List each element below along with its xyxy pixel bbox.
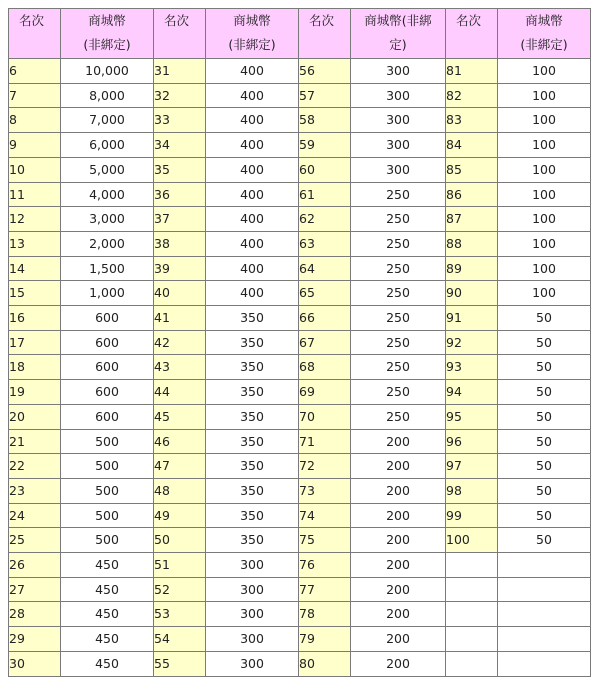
coin-cell: [498, 553, 591, 578]
rank-cell: 8: [9, 108, 61, 133]
rank-cell: 86: [446, 182, 498, 207]
coin-cell: 400: [206, 83, 299, 108]
coin-cell: 100: [498, 182, 591, 207]
coin-cell: 3,000: [61, 207, 154, 232]
rank-cell: 67: [299, 330, 351, 355]
rank-cell: 18: [9, 355, 61, 380]
table-row: [9, 59, 591, 84]
rank-cell: 96: [446, 429, 498, 454]
coin-cell: 600: [61, 306, 154, 331]
coin-cell: 400: [206, 108, 299, 133]
table-row: [9, 454, 591, 479]
coin-cell: 350: [206, 330, 299, 355]
rank-cell: 61: [299, 182, 351, 207]
coin-cell: 250: [351, 404, 446, 429]
rank-cell: 54: [154, 627, 206, 652]
rank-cell: 69: [299, 380, 351, 405]
coin-cell: 4,000: [61, 182, 154, 207]
coin-cell: 350: [206, 503, 299, 528]
rank-cell: 19: [9, 380, 61, 405]
coin-header: 商城幣 (非綁定): [498, 9, 591, 59]
coin-cell: 450: [61, 577, 154, 602]
rank-cell: 31: [154, 59, 206, 84]
rank-cell: 78: [299, 602, 351, 627]
coin-cell: 6,000: [61, 133, 154, 158]
rank-header: 名次: [446, 9, 498, 59]
table-row: [9, 651, 591, 676]
coin-cell: 300: [206, 577, 299, 602]
coin-cell: 100: [498, 231, 591, 256]
rank-cell: 51: [154, 553, 206, 578]
rank-cell: 44: [154, 380, 206, 405]
rank-cell: 26: [9, 553, 61, 578]
rank-cell: 22: [9, 454, 61, 479]
rank-cell: 30: [9, 651, 61, 676]
rank-cell: 6: [9, 59, 61, 84]
coin-cell: 250: [351, 281, 446, 306]
coin-cell: 250: [351, 380, 446, 405]
rank-cell: 87: [446, 207, 498, 232]
coin-cell: 400: [206, 281, 299, 306]
coin-cell: 300: [351, 108, 446, 133]
coin-cell: 300: [351, 59, 446, 84]
rank-cell: 58: [299, 108, 351, 133]
coin-cell: 50: [498, 503, 591, 528]
table-row: [9, 83, 591, 108]
coin-cell: 350: [206, 380, 299, 405]
coin-cell: 50: [498, 306, 591, 331]
coin-cell: 100: [498, 83, 591, 108]
coin-cell: 250: [351, 182, 446, 207]
coin-cell: 200: [351, 528, 446, 553]
coin-cell: 50: [498, 454, 591, 479]
table-row: [9, 429, 591, 454]
rank-cell: 81: [446, 59, 498, 84]
rank-cell: 50: [154, 528, 206, 553]
coin-cell: 100: [498, 59, 591, 84]
rank-cell: 85: [446, 157, 498, 182]
rank-cell: 79: [299, 627, 351, 652]
rank-cell: 38: [154, 231, 206, 256]
rank-cell: 66: [299, 306, 351, 331]
rank-cell: 10: [9, 157, 61, 182]
rank-cell: 21: [9, 429, 61, 454]
coin-cell: 250: [351, 330, 446, 355]
rank-cell: 60: [299, 157, 351, 182]
rank-cell: 82: [446, 83, 498, 108]
rank-cell: 29: [9, 627, 61, 652]
rank-cell: 68: [299, 355, 351, 380]
coin-cell: 600: [61, 380, 154, 405]
rank-cell: 62: [299, 207, 351, 232]
coin-cell: 250: [351, 231, 446, 256]
coin-cell: 350: [206, 306, 299, 331]
coin-cell: 200: [351, 454, 446, 479]
coin-cell: 200: [351, 651, 446, 676]
table-row: [9, 478, 591, 503]
rank-cell: 89: [446, 256, 498, 281]
table-row: [9, 108, 591, 133]
rank-cell: 94: [446, 380, 498, 405]
coin-header: 商城幣 (非綁定): [206, 9, 299, 59]
coin-cell: 200: [351, 577, 446, 602]
rank-cell: 37: [154, 207, 206, 232]
coin-cell: 400: [206, 59, 299, 84]
coin-cell: 1,000: [61, 281, 154, 306]
header-row: [9, 9, 591, 59]
coin-cell: 350: [206, 454, 299, 479]
rank-cell: 41: [154, 306, 206, 331]
table-row: [9, 528, 591, 553]
table-row: [9, 330, 591, 355]
rank-cell: 84: [446, 133, 498, 158]
rank-cell: 32: [154, 83, 206, 108]
rank-cell: 48: [154, 478, 206, 503]
table-row: [9, 157, 591, 182]
coin-cell: 100: [498, 157, 591, 182]
coin-cell: 500: [61, 478, 154, 503]
rank-cell: 55: [154, 651, 206, 676]
rank-header: 名次: [299, 9, 351, 59]
coin-cell: 250: [351, 207, 446, 232]
rank-cell: 17: [9, 330, 61, 355]
table-row: [9, 577, 591, 602]
rank-cell: 75: [299, 528, 351, 553]
coin-cell: 350: [206, 528, 299, 553]
rank-cell: 39: [154, 256, 206, 281]
rank-cell: 40: [154, 281, 206, 306]
coin-cell: 400: [206, 256, 299, 281]
coin-cell: 300: [351, 83, 446, 108]
rank-cell: 90: [446, 281, 498, 306]
rank-cell: 64: [299, 256, 351, 281]
coin-cell: 200: [351, 627, 446, 652]
rank-cell: [446, 577, 498, 602]
coin-cell: 400: [206, 207, 299, 232]
coin-cell: 50: [498, 528, 591, 553]
coin-cell: 7,000: [61, 108, 154, 133]
rank-cell: 20: [9, 404, 61, 429]
coin-cell: 500: [61, 429, 154, 454]
rank-cell: 70: [299, 404, 351, 429]
rank-cell: 33: [154, 108, 206, 133]
coin-cell: 450: [61, 651, 154, 676]
table-row: [9, 553, 591, 578]
rank-cell: 46: [154, 429, 206, 454]
rank-cell: 15: [9, 281, 61, 306]
coin-cell: 300: [206, 553, 299, 578]
coin-cell: 2,000: [61, 231, 154, 256]
coin-cell: 600: [61, 355, 154, 380]
coin-cell: 400: [206, 133, 299, 158]
rank-cell: 7: [9, 83, 61, 108]
rank-cell: 59: [299, 133, 351, 158]
coin-cell: 100: [498, 108, 591, 133]
rank-cell: 63: [299, 231, 351, 256]
rank-cell: 28: [9, 602, 61, 627]
coin-cell: [498, 627, 591, 652]
coin-cell: 100: [498, 207, 591, 232]
coin-cell: 300: [206, 627, 299, 652]
rank-cell: 71: [299, 429, 351, 454]
rank-cell: 77: [299, 577, 351, 602]
table-body: [9, 59, 591, 677]
coin-cell: 50: [498, 355, 591, 380]
coin-cell: 500: [61, 528, 154, 553]
rank-cell: 11: [9, 182, 61, 207]
rank-cell: 73: [299, 478, 351, 503]
rank-cell: 83: [446, 108, 498, 133]
rank-header: 名次: [154, 9, 206, 59]
rank-cell: 27: [9, 577, 61, 602]
table-row: [9, 306, 591, 331]
coin-cell: 50: [498, 330, 591, 355]
coin-cell: 200: [351, 503, 446, 528]
table-row: [9, 627, 591, 652]
coin-cell: 50: [498, 478, 591, 503]
coin-cell: 350: [206, 355, 299, 380]
coin-cell: 50: [498, 380, 591, 405]
rank-cell: 23: [9, 478, 61, 503]
rank-cell: 56: [299, 59, 351, 84]
coin-header: 商城幣(非綁 定): [351, 9, 446, 59]
rank-cell: [446, 651, 498, 676]
coin-cell: 600: [61, 330, 154, 355]
rank-cell: [446, 553, 498, 578]
table-row: [9, 133, 591, 158]
rank-cell: 24: [9, 503, 61, 528]
coin-cell: 350: [206, 478, 299, 503]
rank-cell: 9: [9, 133, 61, 158]
coin-cell: [498, 602, 591, 627]
coin-cell: 250: [351, 306, 446, 331]
rank-cell: 100: [446, 528, 498, 553]
rank-cell: 25: [9, 528, 61, 553]
coin-cell: 200: [351, 478, 446, 503]
coin-cell: 400: [206, 182, 299, 207]
table-row: [9, 256, 591, 281]
coin-cell: 500: [61, 503, 154, 528]
table-row: [9, 281, 591, 306]
rank-cell: 42: [154, 330, 206, 355]
coin-cell: 300: [206, 651, 299, 676]
coin-cell: 500: [61, 454, 154, 479]
coin-cell: 400: [206, 231, 299, 256]
rank-cell: 47: [154, 454, 206, 479]
rank-cell: 12: [9, 207, 61, 232]
rank-cell: [446, 627, 498, 652]
coin-cell: 200: [351, 553, 446, 578]
rank-cell: 43: [154, 355, 206, 380]
rank-cell: 34: [154, 133, 206, 158]
coin-cell: 5,000: [61, 157, 154, 182]
rank-cell: 35: [154, 157, 206, 182]
rank-cell: 52: [154, 577, 206, 602]
coin-cell: 100: [498, 133, 591, 158]
rank-cell: 36: [154, 182, 206, 207]
rank-cell: 74: [299, 503, 351, 528]
coin-cell: 250: [351, 256, 446, 281]
coin-cell: 300: [351, 133, 446, 158]
coin-cell: 450: [61, 553, 154, 578]
coin-cell: 400: [206, 157, 299, 182]
coin-cell: 450: [61, 627, 154, 652]
coin-cell: 200: [351, 429, 446, 454]
rank-cell: 49: [154, 503, 206, 528]
rank-cell: 88: [446, 231, 498, 256]
rank-cell: 98: [446, 478, 498, 503]
coin-cell: 200: [351, 602, 446, 627]
rank-cell: 45: [154, 404, 206, 429]
coin-cell: 1,500: [61, 256, 154, 281]
rank-cell: 13: [9, 231, 61, 256]
rank-cell: 99: [446, 503, 498, 528]
coin-cell: 100: [498, 256, 591, 281]
table-row: [9, 355, 591, 380]
rank-cell: 76: [299, 553, 351, 578]
rank-cell: 72: [299, 454, 351, 479]
rank-cell: 93: [446, 355, 498, 380]
table-row: [9, 380, 591, 405]
coin-cell: 8,000: [61, 83, 154, 108]
coin-cell: 350: [206, 429, 299, 454]
coin-header: 商城幣 (非綁定): [61, 9, 154, 59]
coin-cell: 10,000: [61, 59, 154, 84]
rank-cell: 53: [154, 602, 206, 627]
coin-cell: 50: [498, 404, 591, 429]
table-row: [9, 404, 591, 429]
rank-cell: 95: [446, 404, 498, 429]
rank-header: 名次: [9, 9, 61, 59]
rank-cell: 14: [9, 256, 61, 281]
table-row: [9, 602, 591, 627]
table-row: [9, 182, 591, 207]
coin-cell: 600: [61, 404, 154, 429]
coin-cell: 300: [351, 157, 446, 182]
rank-cell: [446, 602, 498, 627]
table-row: [9, 503, 591, 528]
coin-cell: 450: [61, 602, 154, 627]
rank-cell: 80: [299, 651, 351, 676]
table-row: [9, 207, 591, 232]
coin-cell: 100: [498, 281, 591, 306]
rank-cell: 97: [446, 454, 498, 479]
coin-cell: 250: [351, 355, 446, 380]
coin-cell: 350: [206, 404, 299, 429]
table-row: [9, 231, 591, 256]
coin-cell: 300: [206, 602, 299, 627]
coin-cell: [498, 651, 591, 676]
rank-cell: 92: [446, 330, 498, 355]
coin-cell: 50: [498, 429, 591, 454]
rank-cell: 65: [299, 281, 351, 306]
reward-table: [8, 8, 591, 677]
rank-cell: 16: [9, 306, 61, 331]
coin-cell: [498, 577, 591, 602]
rank-cell: 57: [299, 83, 351, 108]
rank-cell: 91: [446, 306, 498, 331]
